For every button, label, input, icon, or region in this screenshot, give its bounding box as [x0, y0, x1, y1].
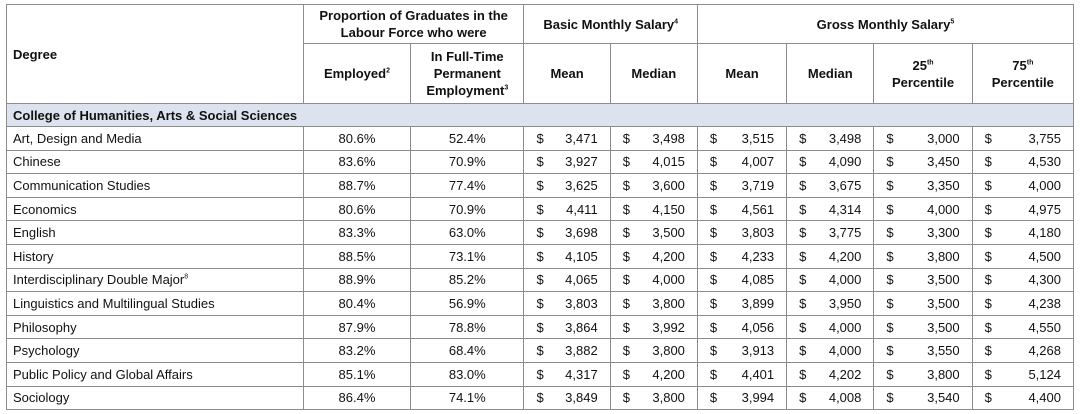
- basic-median-cell: $ 3,800: [610, 339, 697, 363]
- p25-cell: $ 3,500: [874, 268, 972, 292]
- p25-cell: $ 3,450: [874, 150, 972, 174]
- fulltime-cell: 83.0%: [411, 362, 524, 386]
- employed-cell: 83.6%: [303, 150, 410, 174]
- section-row: [7, 104, 1074, 127]
- gross-median-cell: $ 3,950: [787, 292, 874, 316]
- gross-median-cell: $ 4,202: [787, 362, 874, 386]
- p75-cell: $ 5,124: [972, 362, 1073, 386]
- employed-cell: 88.5%: [303, 244, 410, 268]
- employed-cell: 83.2%: [303, 339, 410, 363]
- p25-cell: $ 3,300: [874, 221, 972, 245]
- gross-mean-cell: $ 3,994: [697, 386, 786, 410]
- employed-cell: 83.3%: [303, 221, 410, 245]
- p75-cell: $ 4,500: [972, 244, 1073, 268]
- gross-mean-cell: $ 3,899: [697, 292, 786, 316]
- p25-cell: $ 3,540: [874, 386, 972, 410]
- p75-cell: $ 4,268: [972, 339, 1073, 363]
- basic-mean-cell: $ 3,864: [524, 315, 610, 339]
- gross-median-cell: $ 4,314: [787, 197, 874, 221]
- gross-mean-cell: $ 3,803: [697, 221, 786, 245]
- p25-cell: $ 3,500: [874, 315, 972, 339]
- employed-cell: 87.9%: [303, 315, 410, 339]
- p25-cell: $ 3,800: [874, 362, 972, 386]
- degree-cell: Public Policy and Global Affairs: [7, 362, 304, 386]
- fulltime-cell: 85.2%: [411, 268, 524, 292]
- gross-mean-cell: $ 4,085: [697, 268, 786, 292]
- p25-column-header: 25th Percentile: [874, 44, 972, 104]
- table-row: [7, 339, 1074, 363]
- gross-median-column-header: Median: [787, 44, 874, 104]
- p75-cell: $ 4,530: [972, 150, 1073, 174]
- table-row: [7, 150, 1074, 174]
- degree-cell: Economics: [7, 197, 304, 221]
- degree-cell: Sociology: [7, 386, 304, 410]
- basic-median-cell: $ 4,200: [610, 362, 697, 386]
- gross-mean-cell: $ 3,913: [697, 339, 786, 363]
- gross-mean-cell: $ 3,719: [697, 174, 786, 198]
- fulltime-column-header: In Full-Time Permanent Employment$^3$: [411, 44, 524, 104]
- p75-cell: $ 4,000: [972, 174, 1073, 198]
- table-row: [7, 221, 1074, 245]
- table-row: [7, 174, 1074, 198]
- degree-cell: Interdisciplinary Double Major$^8$: [7, 268, 304, 292]
- fulltime-cell: 74.1%: [411, 386, 524, 410]
- basic-median-cell: $ 3,498: [610, 127, 697, 151]
- employed-cell: 80.6%: [303, 197, 410, 221]
- basic-mean-cell: $ 4,411: [524, 197, 610, 221]
- p75-column-header: 75th Percentile: [972, 44, 1073, 104]
- basic-median-cell: $ 3,500: [610, 221, 697, 245]
- fulltime-cell: 77.4%: [411, 174, 524, 198]
- p75-cell: $ 4,180: [972, 221, 1073, 245]
- degree-cell: Linguistics and Multilingual Studies: [7, 292, 304, 316]
- degree-column-header: Degree: [7, 5, 304, 104]
- basic-mean-cell: $ 3,471: [524, 127, 610, 151]
- gross-mean-cell: $ 3,515: [697, 127, 786, 151]
- basic-median-cell: $ 3,992: [610, 315, 697, 339]
- employed-cell: 86.4%: [303, 386, 410, 410]
- p25-cell: $ 3,000: [874, 127, 972, 151]
- table-row: [7, 127, 1074, 151]
- p25-cell: $ 3,550: [874, 339, 972, 363]
- fulltime-cell: 68.4%: [411, 339, 524, 363]
- basic-median-cell: $ 4,000: [610, 268, 697, 292]
- section-title: College of Humanities, Arts & Social Sciences: [7, 104, 1074, 127]
- fulltime-cell: 56.9%: [411, 292, 524, 316]
- footnote-marker: 3: [504, 84, 509, 92]
- table-row: [7, 244, 1074, 268]
- basic-mean-cell: $ 3,803: [524, 292, 610, 316]
- fulltime-cell: 73.1%: [411, 244, 524, 268]
- gross-mean-cell: $ 4,233: [697, 244, 786, 268]
- fulltime-cell: 52.4%: [411, 127, 524, 151]
- basic-median-cell: $ 3,800: [610, 386, 697, 410]
- p25-cell: $ 3,500: [874, 292, 972, 316]
- fulltime-cell: 70.9%: [411, 197, 524, 221]
- gross-median-cell: $ 3,498: [787, 127, 874, 151]
- degree-cell: Art, Design and Media: [7, 127, 304, 151]
- gross-median-cell: $ 3,675: [787, 174, 874, 198]
- table-header: [7, 5, 1074, 104]
- table-row: [7, 362, 1074, 386]
- basic-mean-column-header: Mean: [524, 44, 610, 104]
- basic-median-cell: $ 3,600: [610, 174, 697, 198]
- basic-mean-cell: $ 3,698: [524, 221, 610, 245]
- employed-cell: 88.9%: [303, 268, 410, 292]
- employed-column-header: Employed$^2$: [303, 44, 410, 104]
- p25-cell: $ 3,350: [874, 174, 972, 198]
- gross-mean-cell: $ 4,056: [697, 315, 786, 339]
- p25-cell: $ 3,800: [874, 244, 972, 268]
- graduate-salary-table: [6, 4, 1074, 410]
- table-row: [7, 197, 1074, 221]
- proportion-group-header: Proportion of Graduates in the Labour Force who were: [303, 5, 524, 44]
- employed-cell: 88.7%: [303, 174, 410, 198]
- basic-mean-cell: $ 4,065: [524, 268, 610, 292]
- table-row: [7, 268, 1074, 292]
- table-row: [7, 386, 1074, 410]
- fulltime-cell: 78.8%: [411, 315, 524, 339]
- gross-salary-group-header: Gross Monthly Salary$^5$: [697, 5, 1073, 44]
- fulltime-cell: 70.9%: [411, 150, 524, 174]
- basic-mean-cell: $ 4,317: [524, 362, 610, 386]
- table-row: [7, 292, 1074, 316]
- degree-cell: Psychology: [7, 339, 304, 363]
- gross-mean-column-header: Mean: [697, 44, 786, 104]
- gross-median-cell: $ 4,200: [787, 244, 874, 268]
- basic-mean-cell: $ 3,927: [524, 150, 610, 174]
- degree-cell: Philosophy: [7, 315, 304, 339]
- table-body: [7, 104, 1074, 410]
- basic-median-column-header: Median: [610, 44, 697, 104]
- p75-cell: $ 3,755: [972, 127, 1073, 151]
- table-row: [7, 315, 1074, 339]
- p75-cell: $ 4,550: [972, 315, 1073, 339]
- employed-cell: 80.4%: [303, 292, 410, 316]
- p75-cell: $ 4,975: [972, 197, 1073, 221]
- basic-median-cell: $ 4,015: [610, 150, 697, 174]
- p75-cell: $ 4,400: [972, 386, 1073, 410]
- basic-median-cell: $ 3,800: [610, 292, 697, 316]
- gross-median-cell: $ 4,000: [787, 268, 874, 292]
- salary-table-container: [6, 4, 1074, 410]
- basic-median-cell: $ 4,200: [610, 244, 697, 268]
- gross-mean-cell: $ 4,007: [697, 150, 786, 174]
- footnote-marker: 4: [674, 18, 679, 26]
- gross-median-cell: $ 4,000: [787, 339, 874, 363]
- footnote-marker: 8: [184, 274, 189, 282]
- basic-median-cell: $ 4,150: [610, 197, 697, 221]
- basic-mean-cell: $ 3,849: [524, 386, 610, 410]
- degree-cell: Communication Studies: [7, 174, 304, 198]
- employed-cell: 80.6%: [303, 127, 410, 151]
- basic-mean-cell: $ 3,882: [524, 339, 610, 363]
- gross-mean-cell: $ 4,561: [697, 197, 786, 221]
- degree-cell: Chinese: [7, 150, 304, 174]
- gross-median-cell: $ 3,775: [787, 221, 874, 245]
- p25-cell: $ 4,000: [874, 197, 972, 221]
- gross-median-cell: $ 4,008: [787, 386, 874, 410]
- employed-cell: 85.1%: [303, 362, 410, 386]
- footnote-marker: 5: [950, 18, 955, 26]
- gross-mean-cell: $ 4,401: [697, 362, 786, 386]
- basic-mean-cell: $ 3,625: [524, 174, 610, 198]
- basic-mean-cell: $ 4,105: [524, 244, 610, 268]
- basic-salary-group-header: Basic Monthly Salary$^4$: [524, 5, 697, 44]
- degree-cell: English: [7, 221, 304, 245]
- degree-cell: History: [7, 244, 304, 268]
- gross-median-cell: $ 4,090: [787, 150, 874, 174]
- footnote-marker: 2: [386, 67, 390, 75]
- fulltime-cell: 63.0%: [411, 221, 524, 245]
- p75-cell: $ 4,238: [972, 292, 1073, 316]
- gross-median-cell: $ 4,000: [787, 315, 874, 339]
- p75-cell: $ 4,300: [972, 268, 1073, 292]
